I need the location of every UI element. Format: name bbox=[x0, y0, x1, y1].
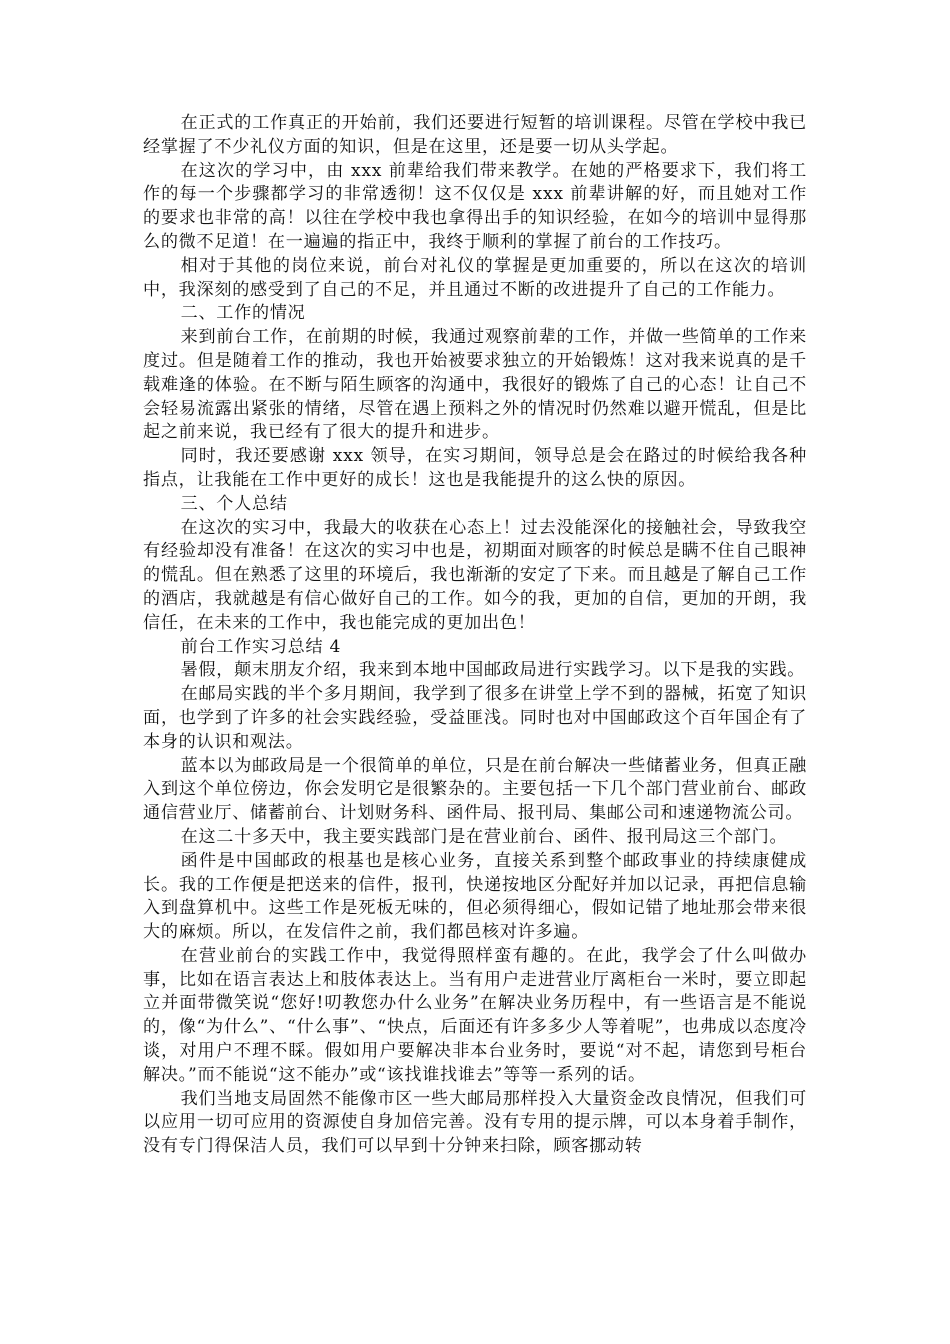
paragraph-letters: 函件是中国邮政的根基也是核心业务，直接关系到整个邮政事业的持续康健成长。我的工作便是把送来的信件，报刊，快递按地区分配好并加以记录，再把信息输入到盘算机中。这些工作是死板无味的，但必须得细心，假如记错了地址那会带来很大的麻烦。所以，在发信件之前，我们都邑核对许多遍。 bbox=[143, 850, 807, 943]
paragraph-learning: 在这次的学习中，由 xxx 前辈给我们带来教学。在她的严格要求下，我们将工作的每一个步骤都学习的非常透彻！这不仅仅是 xxx 前辈讲解的好，而且她对工作的要求也非常的高！以往在学校中我也拿得出手的知识经验，在如今的培训中显得那么的微不足道！在一遍遍的指正中，我终于顺利的掌握了前台的工作技巧。 bbox=[143, 160, 807, 252]
paragraph-main-departments: 在这二十多天中，我主要实践部门是在营业前台、函件、报刊局这三个部门。 bbox=[180, 826, 788, 847]
paragraph-departments: 蓝本以为邮政局是一个很简单的单位，只是在前台解决一些储蓄业务，但真正融入到这个单位傍边，你会发明它是很繁杂的。主要包括一下几个部门营业前台、邮政通信营业厅、储蓄前台、计划财务科、函件局、报刊局、集邮公司和速递物流公司。 bbox=[143, 755, 807, 824]
paragraph-thanks: 同时，我还要感谢 xxx 领导，在实习期间，领导总是会在路过的时候给我各种指点，让我能在工作中更好的成长！这也是我能提升的这么快的原因。 bbox=[143, 446, 807, 490]
paragraph-personal-summary: 在这次的实习中，我最大的收获在心态上！过去没能深化的接触社会，导致我空有经验却没有准备！在这次的实习中也是，初期面对顾客的时候总是瞒不住自己眼神的慌乱。但在熟悉了这里的环境后，我也渐渐的安定了下来。而且越是了解自己工作的酒店，我就越是有信心做好自己的工作。如今的我，更加的自信，更加的开朗，我信任，在未来的工作中，我也能完成的更加出色！ bbox=[143, 517, 807, 633]
paragraph-intro: 暑假，颠末朋友介绍，我来到本地中国邮政局进行实践学习。以下是我的实践。 bbox=[180, 660, 806, 681]
section-heading-summary: 三、个人总结 bbox=[180, 493, 288, 514]
paragraph-training: 在正式的工作真正的开始前，我们还要进行短暂的培训课程。尽管在学校中我已经掌握了不少礼仪方面的知识，但是在这里，还是要一切从头学起。 bbox=[143, 113, 807, 157]
paragraph-post-office-practice: 在邮局实践的半个多月期间，我学到了很多在讲堂上学不到的器械，拓宽了知识面，也学到了许多的社会实践经验，受益匪浅。同时也对中国邮政这个百年国企有了本身的认识和观法。 bbox=[143, 684, 807, 752]
paragraph-local-branch: 我们当地支局固然不能像市区一些大邮局那样投入大量资金改良情况，但我们可以应用一切可应用的资源使自身加倍完善。没有专用的提示牌，可以本身着手制作，没有专门得保洁人员，我们可以早到十分钟来扫除，顾客挪动转 bbox=[143, 1088, 807, 1157]
section-heading-work: 二、工作的情况 bbox=[180, 303, 306, 324]
paragraph-counter-service: 在营业前台的实践工作中，我觉得照样蛮有趣的。在此，我学会了什么叫做办事，比如在语言表达上和肢体表达上。当有用户走进营业厅离柜台一米时，要立即起立并面带微笑说“您好!叨教您办什么业务”在解决业务历程中，有一些语言是不能说的，像“为什么”、“什么事”、“快点，后面还有许多多少人等着呢”，也弗成以态度冷谈，对用户不理不睬。假如用户要解决非本台业务时，要说“对不起，请您到号柜台解决。”而不能说“这不能办”或“该找谁找谁去”等等一系列的话。 bbox=[143, 945, 807, 1085]
paragraph-etiquette: 相对于其他的岗位来说，前台对礼仪的掌握是更加重要的，所以在这次的培训中，我深刻的感受到了自己的不足，并且通过不断的改进提升了自己的工作能力。 bbox=[143, 255, 807, 300]
document-page bbox=[143, 112, 807, 1159]
paragraph-front-desk-work: 来到前台工作，在前期的时候，我通过观察前辈的工作，并做一些简单的工作来度过。但是随着工作的推动，我也开始被要求独立的开始锻炼！这对我来说真的是千载难逢的体验。在不断与陌生顾客的沟通中，我很好的锻炼了自己的心态！让自己不会轻易流露出紧张的情绪，尽管在遇上预料之外的情况时仍然难以避开慌乱，但是比起之前来说，我已经有了很大的提升和进步。 bbox=[143, 327, 807, 443]
article-title: 前台工作实习总结 4 bbox=[180, 636, 342, 657]
